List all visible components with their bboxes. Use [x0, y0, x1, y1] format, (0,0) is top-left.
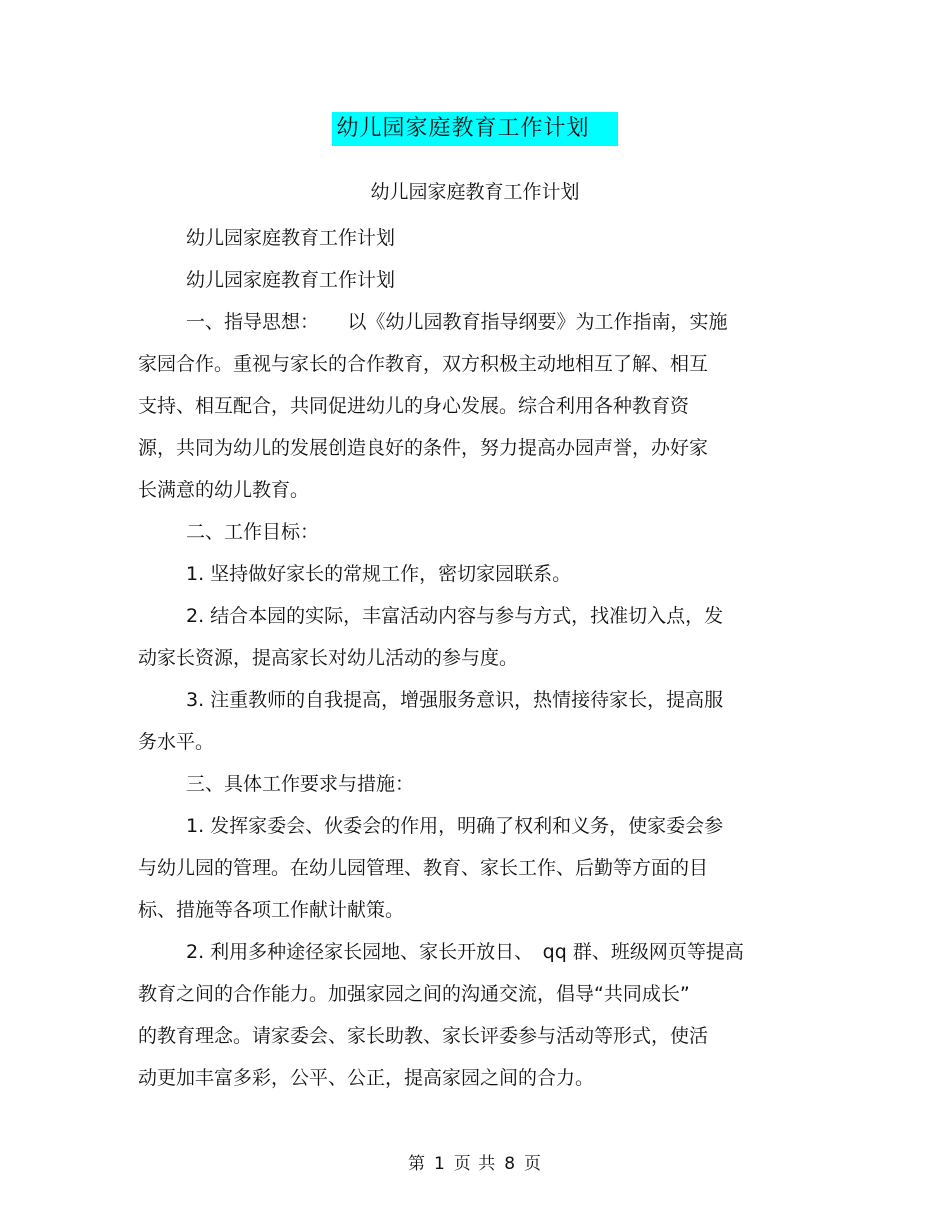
paragraph-line: 三、具体工作要求与措施： [186, 773, 415, 795]
paragraph-line: 的教育理念。请家委会、家长助教、家长评委参与活动等形式，使活 [138, 1025, 709, 1047]
paragraph-line: 长满意的幼儿教育。 [138, 479, 310, 501]
paragraph-line: 2. 利用多种途径家长园地、家长开放日、 qq 群、班级网页等提高 [186, 941, 744, 963]
paragraph-line: 1. 坚持做好家长的常规工作，密切家园联系。 [186, 563, 572, 585]
paragraph-line: 与幼儿园的管理。在幼儿园管理、教育、家长工作、后勤等方面的目 [138, 857, 709, 879]
footer-middle: 页 共 [453, 1154, 497, 1174]
paragraph-line: 动家长资源，提高家长对幼儿活动的参与度。 [138, 647, 519, 669]
document-body [138, 217, 818, 1099]
document-title: 幼儿园家庭教育工作计划 [332, 112, 617, 146]
paragraph-line: 2. 结合本园的实际，丰富活动内容与参与方式，找准切入点，发 [186, 605, 724, 627]
page-footer [0, 1150, 950, 1178]
paragraph-line: 家园合作。重视与家长的合作教育，双方积极主动地相互了解、相互 [138, 353, 709, 375]
paragraph-line: 一、指导思想： 以《幼儿园教育指导纲要》为工作指南，实施 [186, 311, 728, 333]
paragraph-line: 幼儿园家庭教育工作计划 [186, 227, 396, 249]
title-container [0, 112, 950, 146]
document-subtitle: 幼儿园家庭教育工作计划 [370, 181, 580, 203]
footer-total-pages: 8 [504, 1154, 517, 1174]
paragraph-line: 源，共同为幼儿的发展创造良好的条件，努力提高办园声誉，办好家 [138, 437, 709, 459]
paragraph-line: 1. 发挥家委会、伙委会的作用，明确了权利和义务，使家委会参 [186, 815, 724, 837]
paragraph-line: 动更加丰富多彩，公平、公正，提高家园之间的合力。 [138, 1067, 595, 1089]
paragraph-line: 务水平。 [138, 731, 215, 753]
paragraph-line: 幼儿园家庭教育工作计划 [186, 269, 396, 291]
paragraph-line: 二、工作目标： [186, 521, 320, 543]
paragraph-line: 标、措施等各项工作献计献策。 [138, 899, 405, 921]
footer-prefix: 第 [407, 1154, 426, 1174]
footer-suffix: 页 [524, 1154, 543, 1174]
paragraph-line: 支持、相互配合，共同促进幼儿的身心发展。综合利用各种教育资 [138, 395, 690, 417]
paragraph-line: 教育之间的合作能力。加强家园之间的沟通交流，倡导“共同成长” [138, 983, 690, 1005]
footer-page-number: 1 [433, 1154, 446, 1174]
paragraph-line: 3. 注重教师的自我提高，增强服务意识，热情接待家长，提高服 [186, 689, 724, 711]
